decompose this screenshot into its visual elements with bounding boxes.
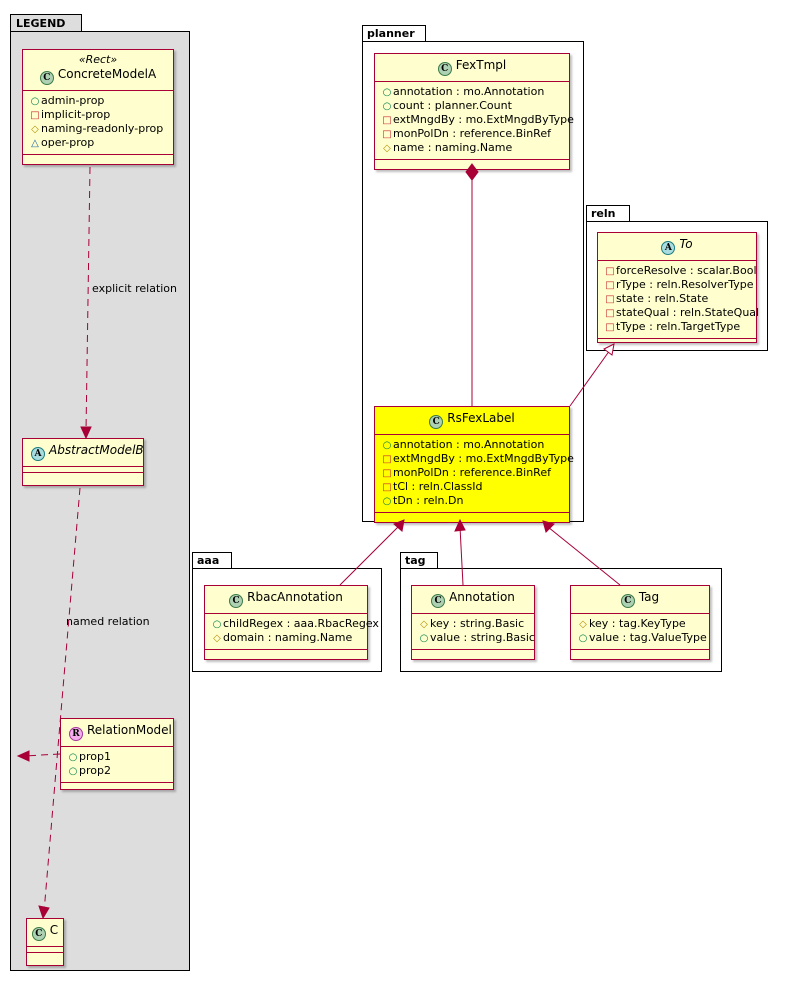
class-header bbox=[205, 586, 367, 613]
attribute-row bbox=[418, 631, 535, 645]
class-header bbox=[23, 439, 143, 466]
class-icon-c: C bbox=[40, 71, 54, 85]
attribute-text: implicit-prop bbox=[41, 108, 111, 121]
class-rsfexlabel[interactable] bbox=[374, 406, 574, 523]
visibility-public-icon: ○ bbox=[30, 96, 40, 107]
attribute-row bbox=[381, 99, 563, 113]
attribute-list bbox=[375, 82, 574, 159]
edge-label-explicit-relation: explicit relation bbox=[92, 282, 178, 295]
attribute-text: state : reln.State bbox=[616, 292, 709, 305]
visibility-private-icon: □ bbox=[382, 129, 392, 140]
visibility-public-icon: ○ bbox=[382, 101, 392, 112]
class-header bbox=[375, 407, 569, 434]
class-header bbox=[23, 66, 173, 90]
attribute-text: forceResolve : scalar.Bool bbox=[616, 264, 757, 277]
class-name: RsFexLabel bbox=[447, 411, 515, 425]
class-c[interactable] bbox=[26, 918, 64, 966]
attribute-row bbox=[577, 631, 707, 645]
visibility-private-icon: □ bbox=[605, 266, 615, 277]
attribute-text: key : string.Basic bbox=[430, 617, 525, 630]
edge-label-named-relation: named relation bbox=[66, 615, 150, 628]
class-icon-a: A bbox=[661, 241, 675, 255]
attribute-text: domain : naming.Name bbox=[223, 631, 353, 644]
legend-tab-label: LEGEND bbox=[10, 14, 82, 32]
visibility-public-icon: ○ bbox=[382, 87, 392, 98]
visibility-protected-icon: ◇ bbox=[31, 124, 39, 135]
attribute-row bbox=[381, 113, 574, 127]
package-tab-aaa: aaa bbox=[192, 552, 232, 569]
class-header bbox=[598, 233, 756, 260]
class-name: Annotation bbox=[449, 590, 515, 604]
attribute-text: prop1 bbox=[79, 750, 111, 763]
attribute-row bbox=[211, 617, 379, 631]
attribute-text: extMngdBy : mo.ExtMngdByType bbox=[393, 452, 574, 465]
attribute-text: key : tag.KeyType bbox=[589, 617, 686, 630]
attribute-row bbox=[67, 764, 167, 778]
attribute-row bbox=[67, 750, 167, 764]
class-stereotype: «Rect» bbox=[78, 53, 118, 66]
attribute-list bbox=[375, 435, 574, 512]
visibility-public-icon: ○ bbox=[419, 633, 429, 644]
attribute-text: value : string.Basic bbox=[430, 631, 535, 644]
class-relationmodel[interactable] bbox=[60, 718, 174, 790]
class-annotation[interactable] bbox=[411, 585, 535, 660]
attribute-text: oper-prop bbox=[41, 136, 95, 149]
class-icon-c: C bbox=[621, 594, 635, 608]
class-header bbox=[375, 54, 569, 81]
package-tab-reln: reln bbox=[586, 205, 630, 222]
attribute-row bbox=[29, 108, 167, 122]
attribute-row bbox=[381, 141, 563, 155]
empty-compartment bbox=[23, 473, 143, 478]
visibility-private-icon: □ bbox=[605, 308, 615, 319]
visibility-private-icon: □ bbox=[382, 454, 392, 465]
attribute-row bbox=[381, 452, 574, 466]
visibility-package-icon: △ bbox=[31, 138, 39, 149]
attribute-row bbox=[381, 438, 563, 452]
class-fextmpl[interactable] bbox=[374, 53, 574, 170]
class-concretemodela[interactable] bbox=[22, 49, 174, 165]
visibility-private-icon: □ bbox=[605, 280, 615, 291]
attribute-list bbox=[205, 614, 379, 649]
visibility-private-icon: □ bbox=[605, 322, 615, 333]
empty-compartment bbox=[61, 783, 173, 788]
empty-compartment bbox=[205, 650, 367, 655]
attribute-row bbox=[381, 480, 563, 494]
visibility-protected-icon: ◇ bbox=[383, 143, 391, 154]
visibility-private-icon: □ bbox=[382, 468, 392, 479]
empty-compartment bbox=[23, 155, 173, 160]
attribute-text: childRegex : aaa.RbacRegex bbox=[223, 617, 379, 630]
empty-compartment bbox=[375, 513, 569, 518]
visibility-private-icon: □ bbox=[382, 482, 392, 493]
attribute-text: annotation : mo.Annotation bbox=[393, 438, 545, 451]
attribute-row bbox=[418, 617, 528, 631]
class-name: FexTmpl bbox=[455, 58, 507, 72]
class-abstractmodelb[interactable] bbox=[22, 438, 144, 486]
class-header bbox=[571, 586, 709, 613]
attribute-text: admin-prop bbox=[41, 94, 105, 107]
attribute-text: tType : reln.TargetType bbox=[616, 320, 741, 333]
attribute-list bbox=[571, 614, 709, 649]
attribute-row bbox=[604, 320, 750, 334]
legend-frame bbox=[10, 31, 190, 971]
attribute-row bbox=[577, 617, 703, 631]
attribute-row bbox=[604, 306, 760, 320]
attribute-text: stateQual : reln.StateQual bbox=[616, 306, 760, 319]
visibility-public-icon: ○ bbox=[382, 440, 392, 451]
attribute-row bbox=[381, 466, 563, 480]
class-name: RelationModel bbox=[87, 723, 172, 737]
attribute-row bbox=[381, 127, 563, 141]
attribute-text: monPolDn : reference.BinRef bbox=[393, 466, 551, 479]
attribute-row bbox=[604, 292, 750, 306]
class-name: To bbox=[679, 237, 693, 251]
empty-compartment bbox=[27, 953, 63, 958]
class-icon-r: R bbox=[69, 727, 83, 741]
attribute-row bbox=[211, 631, 361, 645]
class-icon-c: C bbox=[32, 927, 46, 941]
class-header bbox=[27, 919, 63, 946]
attribute-text: value : tag.ValueType bbox=[589, 631, 707, 644]
empty-compartment bbox=[598, 339, 756, 344]
attribute-text: naming-readonly-prop bbox=[41, 122, 164, 135]
attribute-row bbox=[381, 85, 563, 99]
class-header bbox=[61, 719, 173, 746]
attribute-text: tDn : reln.Dn bbox=[393, 494, 464, 507]
empty-compartment bbox=[375, 160, 569, 165]
attribute-text: rType : reln.ResolverType bbox=[616, 278, 754, 291]
attribute-row bbox=[604, 264, 757, 278]
class-name: C bbox=[49, 923, 59, 937]
class-tag[interactable] bbox=[570, 585, 710, 660]
visibility-public-icon: ○ bbox=[382, 496, 392, 507]
visibility-private-icon: □ bbox=[382, 115, 392, 126]
visibility-private-icon: □ bbox=[605, 294, 615, 305]
attribute-row bbox=[29, 122, 167, 136]
attribute-text: annotation : mo.Annotation bbox=[393, 85, 545, 98]
attribute-row bbox=[604, 278, 754, 292]
attribute-row bbox=[29, 94, 167, 108]
attribute-text: extMngdBy : mo.ExtMngdByType bbox=[393, 113, 574, 126]
visibility-public-icon: ○ bbox=[578, 633, 588, 644]
visibility-protected-icon: ◇ bbox=[420, 619, 428, 630]
class-name: ConcreteModelA bbox=[57, 67, 157, 81]
class-name: Tag bbox=[638, 590, 660, 604]
visibility-private-icon: □ bbox=[30, 110, 40, 121]
class-to[interactable] bbox=[597, 232, 760, 343]
empty-compartment bbox=[571, 650, 709, 655]
attribute-text: tCl : reln.ClassId bbox=[393, 480, 483, 493]
attribute-list bbox=[412, 614, 534, 649]
visibility-public-icon: ○ bbox=[212, 619, 222, 630]
attribute-text: count : planner.Count bbox=[393, 99, 512, 112]
class-header bbox=[412, 586, 534, 613]
attribute-text: prop2 bbox=[79, 764, 111, 777]
class-name: AbstractModelB bbox=[49, 443, 144, 457]
class-icon-c: C bbox=[229, 594, 243, 608]
attribute-row bbox=[29, 136, 167, 150]
visibility-public-icon: ○ bbox=[68, 766, 78, 777]
class-name: RbacAnnotation bbox=[247, 590, 343, 604]
visibility-protected-icon: ◇ bbox=[579, 619, 587, 630]
attribute-list bbox=[61, 747, 173, 782]
class-icon-c: C bbox=[429, 415, 443, 429]
attribute-row bbox=[381, 494, 563, 508]
class-rbacannotation[interactable] bbox=[204, 585, 379, 660]
visibility-public-icon: ○ bbox=[68, 752, 78, 763]
attribute-list bbox=[598, 261, 760, 338]
package-tab-planner: planner bbox=[362, 25, 426, 42]
class-icon-c: C bbox=[438, 62, 452, 76]
attribute-text: monPolDn : reference.BinRef bbox=[393, 127, 551, 140]
attribute-text: name : naming.Name bbox=[393, 141, 513, 154]
empty-compartment bbox=[412, 650, 534, 655]
visibility-protected-icon: ◇ bbox=[213, 633, 221, 644]
class-icon-a: A bbox=[31, 447, 45, 461]
class-icon-c: C bbox=[431, 594, 445, 608]
attribute-list bbox=[23, 91, 173, 154]
package-tab-tag: tag bbox=[400, 552, 438, 569]
